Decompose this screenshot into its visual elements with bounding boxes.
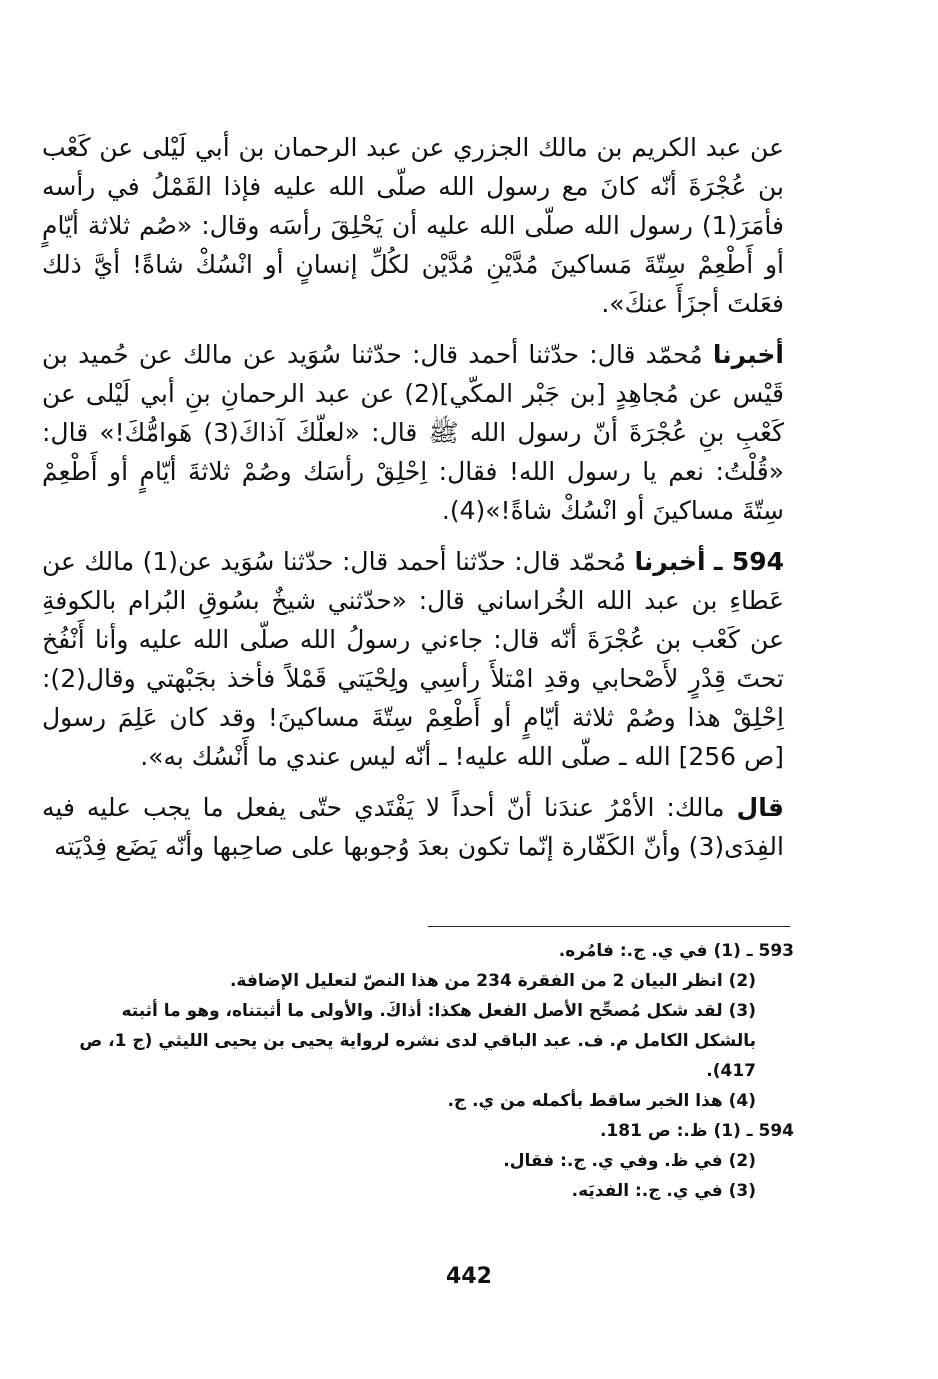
paragraph-1: [42, 128, 784, 323]
footnote: (3) في ي. ج.: الفديَه.: [571, 1181, 756, 1201]
paragraph-4: [42, 788, 784, 866]
paragraph-text: مُحمّد قال: حدّثنا أحمد قال: حدّثنا سُوَيد عن(1) مالك عن عَطاءِ بن عبد الله الخُراساني قال: «حدّثني شيخٌ بسُوقِ البُرام بالكوفةِ عن كَعْب بن عُجْرَةَ أنّه قال: جاءني رسولُ الله صلّى الله عليه وأنا أَنْفُخ تحتَ قِدْرٍ لأَصْحابي وقدِ امْتلأَ رأسِي ولِحْيَتي قَمْلاً فأخذ بجَبْهتي وقال(2): اِحْلِقْ هذا وصُمْ ثلاثة أيّامٍ أو أَطْعِمْ سِتّةَ مساكينَ! وقد كان عَلِمَ رسول [ص 256] الله ـ صلّى الله عليه! ـ أنّه ليس عندي ما أَنْسُك به».: [42, 547, 784, 771]
footnote: (4) هذا الخبر ساقط بأكمله من ي. ج.: [447, 1091, 756, 1111]
footnote: (3) لقد شكل مُصحِّح الأصل الفعل هكذا: أذاكَ. والأولى ما أثبتناه، وهو ما أثبته بالشكل الكامل م. ف. عبد الباقي لدى نشره لرواية يحيى بن يحيى الليثي (ج 1، ص 417).: [79, 1001, 756, 1081]
footnote: 594 ـ (1) ظ.: ص 181.: [599, 1121, 794, 1141]
paragraph-text: مالك: الأمْرُ عندَنا أنّ أحداً لا يَفْتَدي حتّى يفعل ما يجب عليه فيه الفِدَى(3) وأنّ الكَفّارة إنّما تكون بعدَ وُجوبها على صاحِبها وأنّه يَضَع فِدْيَته: [42, 793, 784, 861]
paragraph-lead: أخبرنا: [634, 547, 706, 576]
footnotes: [60, 936, 794, 1206]
paragraph-lead: قال: [736, 793, 784, 822]
paragraph-lead: أخبرنا: [712, 340, 784, 369]
footnote-divider: [428, 926, 790, 927]
footnote: 593 ـ (1) في ي. ج.: فامُره.: [558, 941, 794, 961]
paragraph-text: عن عبد الكريم بن مالك الجزري عن عبد الرحمان بن أبي لَيْلى عن كَعْب بن عُجْرَةَ أنّه كانَ مع رسول الله صلّى الله عليه فإذا القَمْلُ في رأسه فأمَرَ(1) رسول الله صلّى الله عليه أن يَحْلِقَ رأسَه وقال: «صُم ثلاثة أيّامٍ أو أَطْعِمْ سِتّةَ مَساكينَ مُدَّيْنِ مُدَّيْن لكُلِّ إنسانٍ أو انْسُكْ شاةً! أيَّ ذلك فعَلتَ أجزَأَ عنكَ».: [42, 133, 784, 318]
paragraph-text: مُحمّد قال: حدّثنا أحمد قال: حدّثنا سُوَيد عن مالك عن حُميد بن قَيْس عن مُجاهِدٍ [بن جَبْر المكّي](2) عن عبد الرحمانِ بنِ أبي لَيْلى عن كَعْبِ بنِ عُجْرَةَ أنّ رسول الله ﷺ قال: «لعلّكَ آذاكَ(3) هَوامُّكَ!» قال: «قُلْتُ: نعم يا رسول الله! فقال: اِحْلِقْ رأسَك وصُمْ ثلاثةَ أيّامٍ أو أَطْعِمْ سِتّةَ مساكينَ أو انْسُكْ شاةً!»(4).: [42, 340, 785, 525]
hadith-number: 594 ـ: [714, 547, 785, 576]
paragraph-3: [42, 542, 784, 776]
footnote: (2) انظر البيان 2 من الفقرة 234 من هذا النصّ لتعليل الإضافة.: [229, 971, 756, 991]
main-text: [42, 128, 784, 878]
footnote: (2) في ظ. وفي ي. ج.: فقال.: [503, 1151, 756, 1171]
paragraph-2: [42, 335, 784, 530]
page-number: 442: [446, 1264, 492, 1289]
